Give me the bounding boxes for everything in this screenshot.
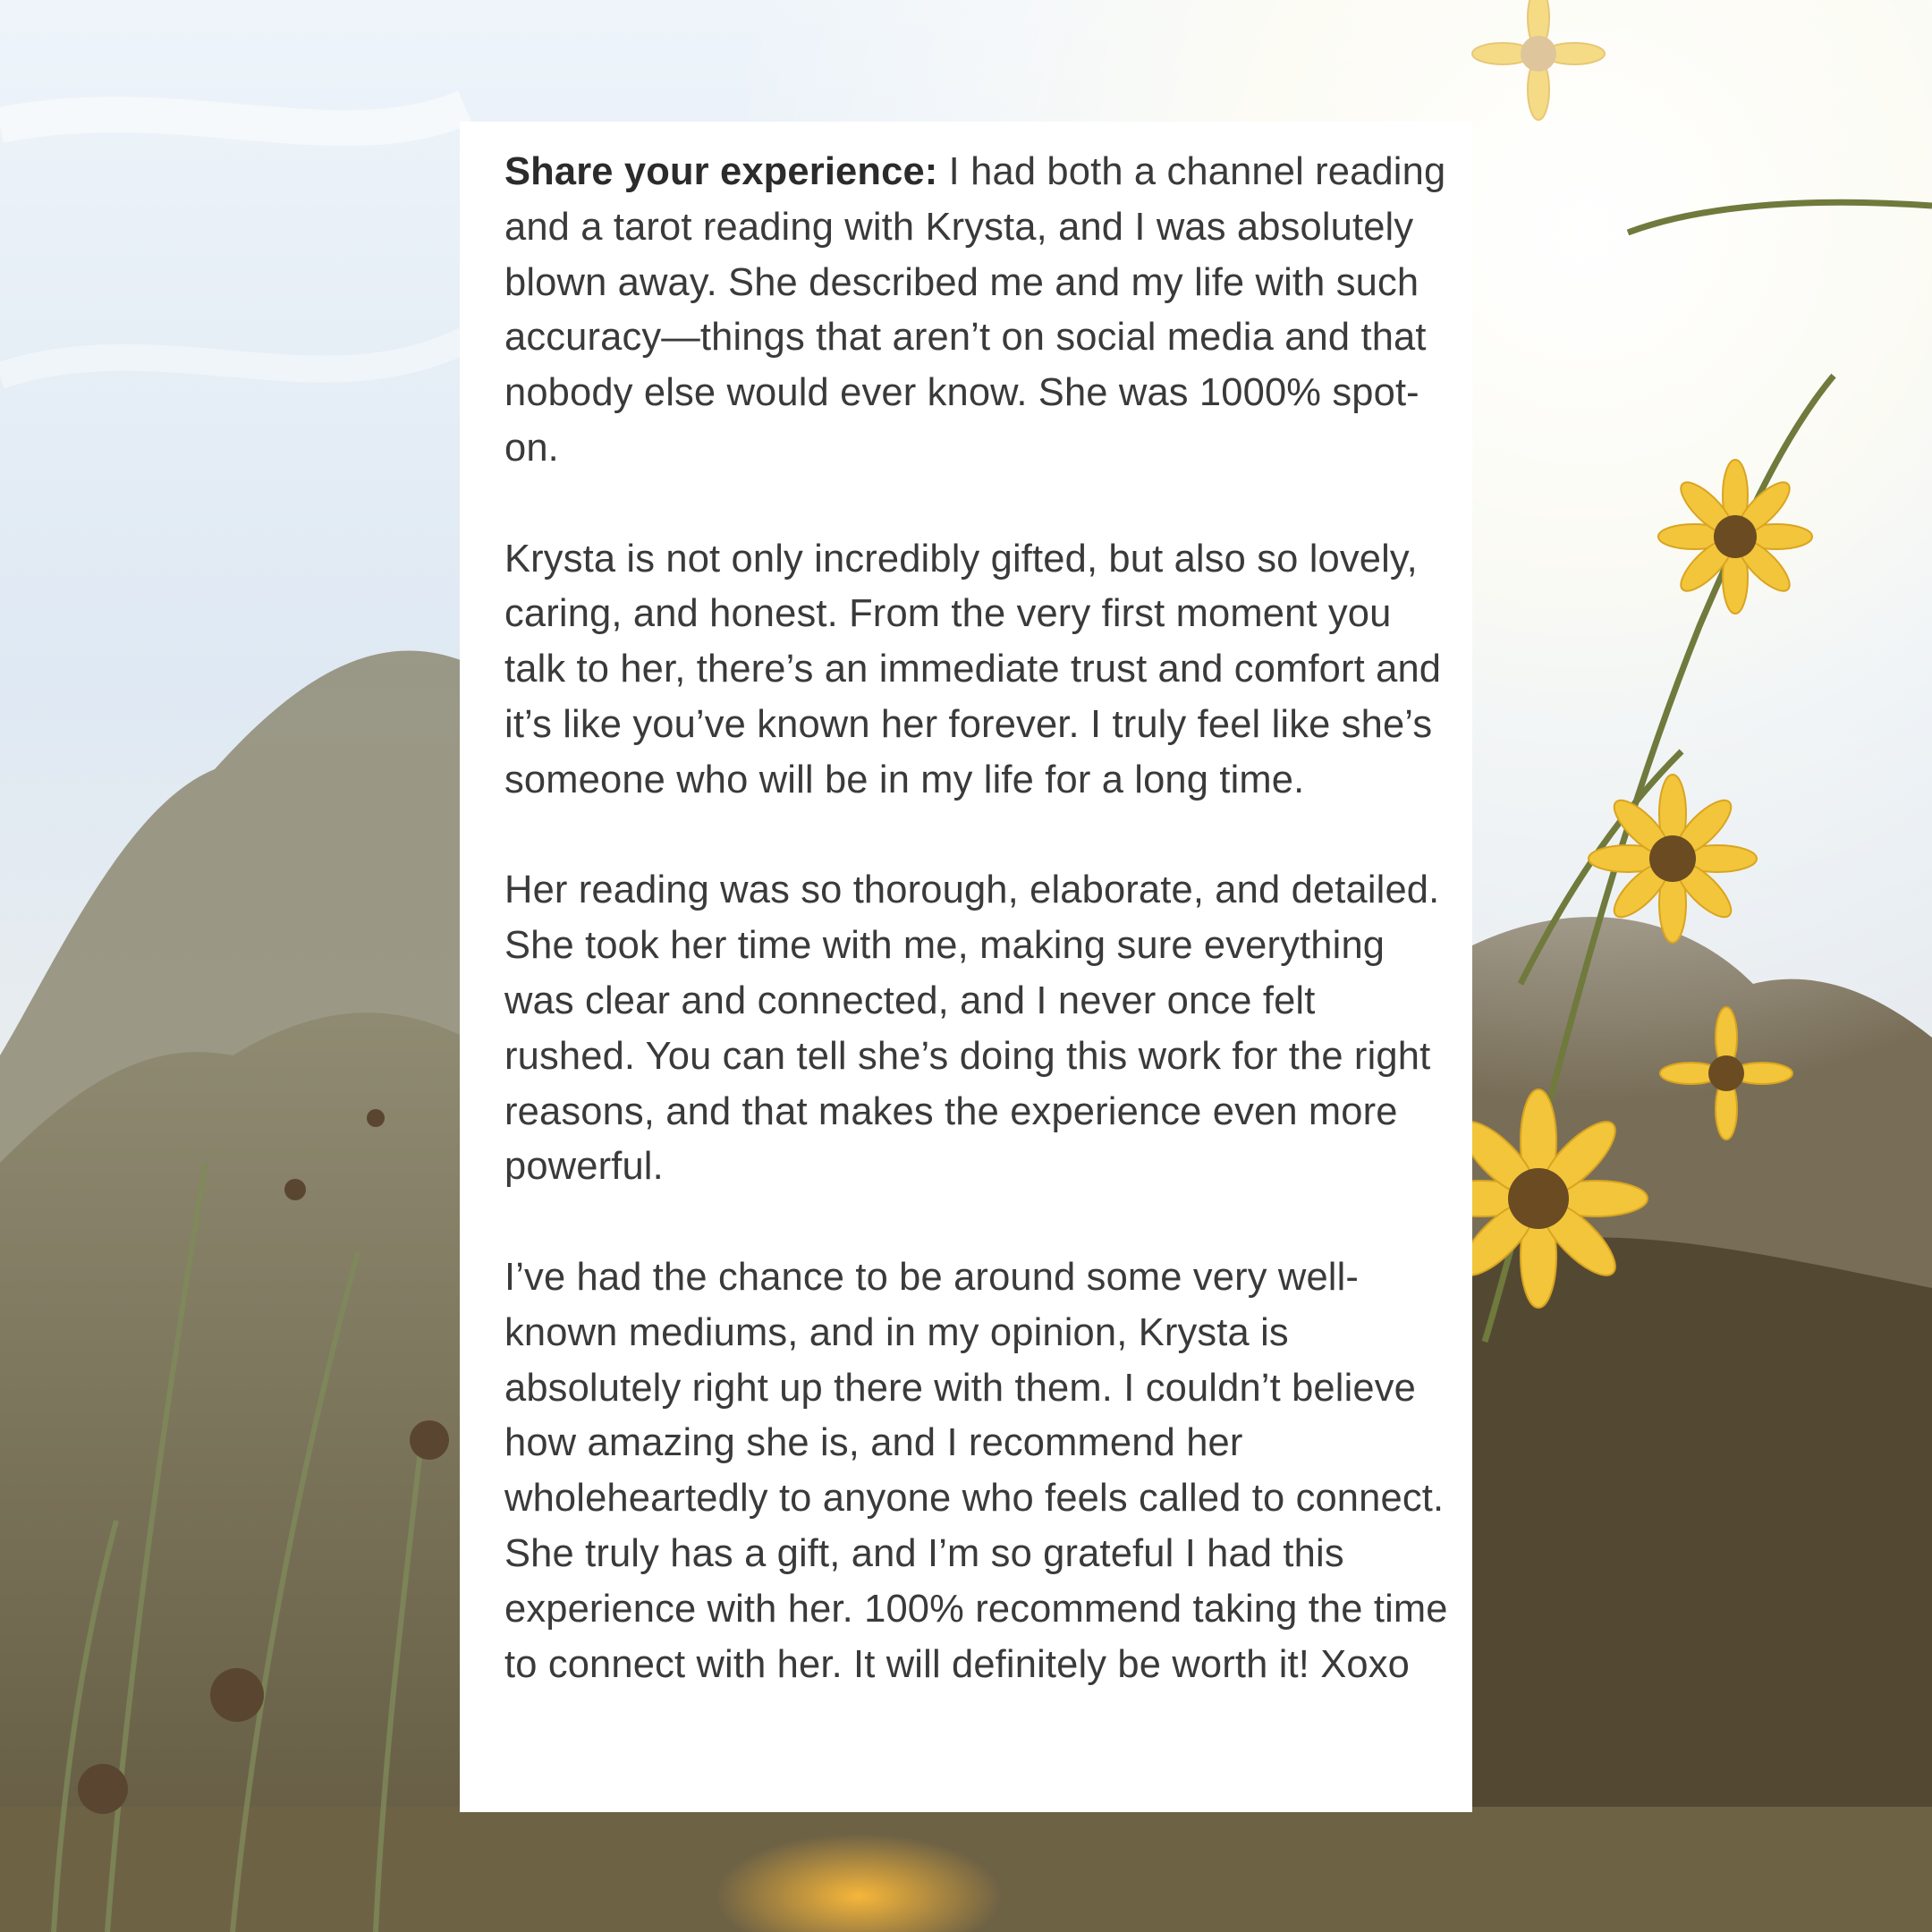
testimonial-paragraph-3: Her reading was so thorough, elaborate, and detailed. She took her time with me, making sure everything was clear and connected, and I never once felt rushed. You can tell she’s doing this work for the right reasons, and that makes the experience even more powerful. — [504, 869, 1440, 1189]
testimonial-paragraph-2: Krysta is not only incredibly gifted, but also so lovely, caring, and honest. From the very first moment you talk to her, there’s an immediate trust and comfort and it’s like you’ve known her forever. I truly feel like she’s someone who will be in my life for a long time. — [504, 537, 1442, 801]
testimonial-paragraph-4: I’ve had the chance to be around some very well-known mediums, and in my opinion, Krysta is absolutely right up there with them. I couldn’t believe how amazing she is, and I recommend her wholeheartedly to anyone who feels called to connect. She truly has a gift, and I’m so grateful I had this experience with her. 100% recommend taking the time to connect with her. It will definitely be worth it! Xoxo — [504, 1255, 1448, 1686]
testimonial-card — [460, 122, 1472, 1812]
testimonial-paragraph-1 — [504, 145, 1454, 477]
share-experience-label: Share your experience: — [504, 150, 938, 193]
testimonial-paragraph-1-text: I had both a channel reading and a tarot reading with Krysta, and I was absolutely blown away. She described me and my life with such accuracy—things that aren’t on social media and that nobody else would ever know. She was 1000% spot-on. — [504, 150, 1446, 470]
